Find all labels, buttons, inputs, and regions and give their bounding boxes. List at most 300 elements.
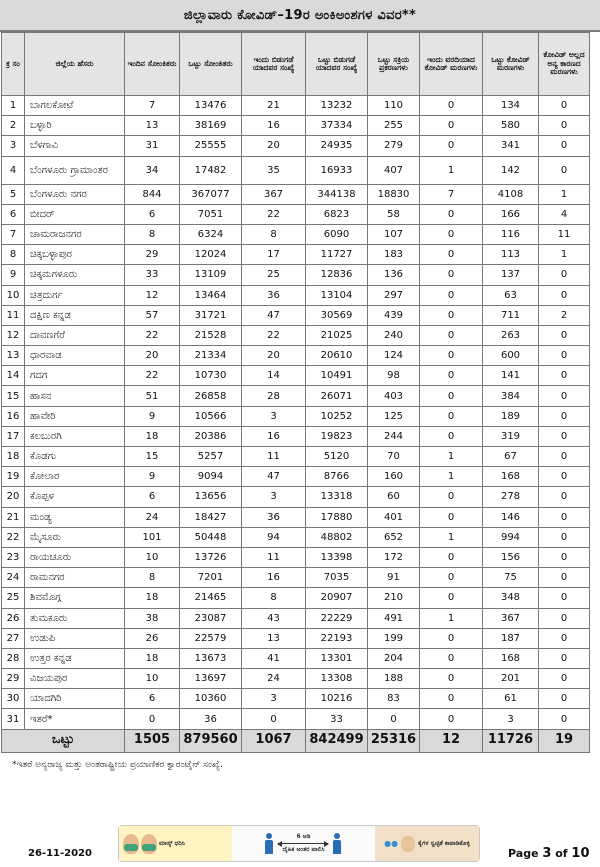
cell-district-name: ಕೊಪ್ಪಳ [25, 487, 125, 507]
cell-sl: 28 [2, 648, 25, 668]
cell-today-deaths: 0 [420, 116, 483, 136]
cell-other-deaths: 4 [539, 204, 590, 224]
cell-today-positive: 26 [125, 628, 180, 648]
cell-today-discharged: 22 [242, 325, 306, 345]
col-header-today-deaths: ಇಂದು ವರದಿಯಾದ ಕೋವಿಡ್ ಮರಣಗಳು [420, 33, 483, 96]
cell-total-discharged: 26071 [306, 386, 368, 406]
cell-total-deaths: 168 [483, 467, 539, 487]
cell-today-discharged: 47 [242, 305, 306, 325]
col-header-sl: ಕ್ರ ಸಂ [2, 33, 25, 96]
cell-today-positive: 10 [125, 669, 180, 689]
cell-total-positive: 20386 [180, 426, 242, 446]
cell-total-deaths: 187 [483, 628, 539, 648]
cell-district-name: ಬೆಂಗಳೂರು ನಗರ [25, 184, 125, 204]
cell-today-positive: 22 [125, 366, 180, 386]
cell-active: 279 [368, 136, 420, 156]
total-today-discharged: 1067 [242, 729, 306, 752]
cell-active: 240 [368, 325, 420, 345]
cell-active: 136 [368, 265, 420, 285]
cell-sl: 3 [2, 136, 25, 156]
cell-other-deaths: 0 [539, 608, 590, 628]
cell-total-discharged: 33 [306, 709, 368, 729]
cell-today-deaths: 0 [420, 136, 483, 156]
cell-total-positive: 13476 [180, 96, 242, 116]
cell-today-positive: 12 [125, 285, 180, 305]
cell-today-positive: 9 [125, 467, 180, 487]
table-row [2, 547, 590, 567]
col-header-today-discharged: ಇಂದು ಬಿಡುಗಡೆ ಯಾದವರ ಸಂಖ್ಯೆ [242, 33, 306, 96]
table-header-row [2, 33, 590, 96]
cell-total-discharged: 48802 [306, 527, 368, 547]
page-total: 10 [571, 846, 590, 861]
masked-face-icon [141, 834, 157, 854]
cell-total-discharged: 22229 [306, 608, 368, 628]
cell-sl: 27 [2, 628, 25, 648]
cell-today-positive: 7 [125, 96, 180, 116]
cell-active: 60 [368, 487, 420, 507]
cell-district-name: ಇತರೆ* [25, 709, 125, 729]
cell-today-deaths: 1 [420, 467, 483, 487]
cell-total-positive: 21334 [180, 346, 242, 366]
cell-today-positive: 9 [125, 406, 180, 426]
cell-sl: 23 [2, 547, 25, 567]
cell-total-deaths: 166 [483, 204, 539, 224]
table-row [2, 588, 590, 608]
cell-total-deaths: 61 [483, 689, 539, 709]
cell-today-positive: 15 [125, 447, 180, 467]
col-header-total-deaths: ಒಟ್ಟು ಕೋವಿಡ್ ಮರಣಗಳು [483, 33, 539, 96]
cell-active: 652 [368, 527, 420, 547]
cell-today-discharged: 13 [242, 628, 306, 648]
col-header-other-deaths: ಕೋವಿಡ್ ಅಲ್ಲದ ಅನ್ಯ ಕಾರಣದ ಮರಣಗಳು [539, 33, 590, 96]
cell-total-discharged: 12836 [306, 265, 368, 285]
table-row [2, 608, 590, 628]
total-total-discharged: 842499 [306, 729, 368, 752]
cell-district-name: ಚಿಕ್ಕಮಗಳೂರು [25, 265, 125, 285]
cell-today-discharged: 28 [242, 386, 306, 406]
cell-active: 58 [368, 204, 420, 224]
cell-today-positive: 29 [125, 245, 180, 265]
table-row [2, 467, 590, 487]
total-active: 25316 [368, 729, 420, 752]
cell-today-deaths: 0 [420, 709, 483, 729]
page-current: 3 [542, 846, 552, 861]
cell-district-name: ಉತ್ತರ ಕನ್ನಡ [25, 648, 125, 668]
cell-today-discharged: 11 [242, 547, 306, 567]
table-row [2, 285, 590, 305]
cell-total-deaths: 201 [483, 669, 539, 689]
cell-today-discharged: 8 [242, 588, 306, 608]
double-arrow-icon [278, 843, 328, 844]
cell-total-discharged: 7035 [306, 568, 368, 588]
cell-active: 210 [368, 588, 420, 608]
total-other-deaths: 19 [539, 729, 590, 752]
cell-sl: 21 [2, 507, 25, 527]
cell-sl: 17 [2, 426, 25, 446]
cell-active: 255 [368, 116, 420, 136]
table-row [2, 406, 590, 426]
cell-other-deaths: 0 [539, 265, 590, 285]
cell-today-positive: 6 [125, 487, 180, 507]
covid-guidelines-banner [118, 825, 480, 862]
cell-today-deaths: 0 [420, 346, 483, 366]
cell-today-positive: 844 [125, 184, 180, 204]
cell-today-discharged: 41 [242, 648, 306, 668]
cell-district-name: ಕೊಡಗು [25, 447, 125, 467]
cell-today-positive: 0 [125, 709, 180, 729]
cell-active: 83 [368, 689, 420, 709]
col-header-total-discharged: ಒಟ್ಟು ಬಿಡುಗಡೆ ಯಾದವರ ಸಂಖ್ಯೆ [306, 33, 368, 96]
cell-other-deaths: 0 [539, 689, 590, 709]
table-row [2, 156, 590, 184]
cell-other-deaths: 0 [539, 96, 590, 116]
cell-district-name: ಉಡುಪಿ [25, 628, 125, 648]
cell-district-name: ದಕ್ಷಿಣ ಕನ್ನಡ [25, 305, 125, 325]
cell-total-deaths: 319 [483, 426, 539, 446]
cell-today-discharged: 3 [242, 487, 306, 507]
cell-total-positive: 7051 [180, 204, 242, 224]
col-header-district: ಜಿಲ್ಲೆಯ ಹೆಸರು [25, 33, 125, 96]
cell-sl: 2 [2, 116, 25, 136]
cell-district-name: ಚಾಮರಾಜನಗರ [25, 224, 125, 244]
cell-other-deaths: 0 [539, 156, 590, 184]
page-of: of [551, 847, 572, 860]
table-row [2, 136, 590, 156]
cell-other-deaths: 0 [539, 487, 590, 507]
cell-district-name: ಚಿತ್ರದುರ್ಗ [25, 285, 125, 305]
cell-other-deaths: 0 [539, 447, 590, 467]
table-row [2, 96, 590, 116]
cell-total-discharged: 344138 [306, 184, 368, 204]
total-total-positive: 879560 [180, 729, 242, 752]
cell-other-deaths: 0 [539, 568, 590, 588]
cell-sl: 31 [2, 709, 25, 729]
cell-total-positive: 31721 [180, 305, 242, 325]
bulletin-date: 26-11-2020 [28, 848, 92, 859]
cell-total-positive: 18427 [180, 507, 242, 527]
cell-today-deaths: 0 [420, 628, 483, 648]
col-header-total-positive: ಒಟ್ಟು ಸೋಂಕಿತರು [180, 33, 242, 96]
cell-total-deaths: 67 [483, 447, 539, 467]
cell-today-positive: 22 [125, 325, 180, 345]
table-row [2, 709, 590, 729]
cell-total-discharged: 37334 [306, 116, 368, 136]
total-row [2, 729, 590, 752]
cell-today-deaths: 0 [420, 568, 483, 588]
cell-today-positive: 38 [125, 608, 180, 628]
cell-today-discharged: 367 [242, 184, 306, 204]
cell-sl: 14 [2, 366, 25, 386]
cell-active: 124 [368, 346, 420, 366]
cell-total-deaths: 4108 [483, 184, 539, 204]
total-today-positive: 1505 [125, 729, 180, 752]
cell-today-discharged: 25 [242, 265, 306, 285]
cell-total-positive: 36 [180, 709, 242, 729]
cell-total-deaths: 116 [483, 224, 539, 244]
cell-sl: 22 [2, 527, 25, 547]
cell-active: 407 [368, 156, 420, 184]
cell-total-deaths: 711 [483, 305, 539, 325]
cell-other-deaths: 0 [539, 426, 590, 446]
table-row [2, 487, 590, 507]
distance-text: 6 ಅಡಿ [296, 833, 311, 840]
cell-today-positive: 6 [125, 204, 180, 224]
cell-active: 204 [368, 648, 420, 668]
cell-total-positive: 21528 [180, 325, 242, 345]
cell-sl: 13 [2, 346, 25, 366]
cell-today-discharged: 22 [242, 204, 306, 224]
cell-total-discharged: 11727 [306, 245, 368, 265]
cell-total-positive: 13109 [180, 265, 242, 285]
page-number [508, 846, 590, 861]
cell-today-discharged: 24 [242, 669, 306, 689]
cell-total-positive: 12024 [180, 245, 242, 265]
cell-total-discharged: 16933 [306, 156, 368, 184]
cell-today-deaths: 0 [420, 325, 483, 345]
cell-today-positive: 101 [125, 527, 180, 547]
table-row [2, 648, 590, 668]
table-body [2, 96, 590, 730]
cell-other-deaths: 2 [539, 305, 590, 325]
total-label: ಒಟ್ಟು [2, 729, 125, 752]
cell-today-deaths: 0 [420, 689, 483, 709]
cell-today-discharged: 11 [242, 447, 306, 467]
cell-today-positive: 10 [125, 547, 180, 567]
cell-total-positive: 5257 [180, 447, 242, 467]
cell-today-positive: 18 [125, 648, 180, 668]
cell-sl: 7 [2, 224, 25, 244]
cell-total-discharged: 13308 [306, 669, 368, 689]
cell-active: 199 [368, 628, 420, 648]
cell-sl: 16 [2, 406, 25, 426]
cell-total-discharged: 10216 [306, 689, 368, 709]
cell-sl: 19 [2, 467, 25, 487]
cell-total-positive: 13464 [180, 285, 242, 305]
cell-total-deaths: 341 [483, 136, 539, 156]
cell-today-positive: 8 [125, 224, 180, 244]
table-row [2, 568, 590, 588]
cell-active: 183 [368, 245, 420, 265]
cell-total-positive: 25555 [180, 136, 242, 156]
cell-today-deaths: 0 [420, 648, 483, 668]
cell-district-name: ತುಮಕೂರು [25, 608, 125, 628]
cell-total-positive: 367077 [180, 184, 242, 204]
cell-total-deaths: 580 [483, 116, 539, 136]
cell-total-discharged: 22193 [306, 628, 368, 648]
cell-sl: 9 [2, 265, 25, 285]
cell-sl: 25 [2, 588, 25, 608]
cell-today-discharged: 47 [242, 467, 306, 487]
distance-indicator [278, 833, 328, 854]
handwash-section [375, 826, 479, 861]
cell-total-positive: 10360 [180, 689, 242, 709]
cell-today-deaths: 0 [420, 245, 483, 265]
cell-today-deaths: 0 [420, 669, 483, 689]
cell-total-discharged: 6090 [306, 224, 368, 244]
cell-total-positive: 22579 [180, 628, 242, 648]
handwash-text: ಕೈಗಳ ಸ್ವಚ್ಛತೆ ಕಾಪಾಡಿಕೊಳ್ಳಿ [418, 839, 470, 847]
table-row [2, 245, 590, 265]
cell-total-discharged: 24935 [306, 136, 368, 156]
person-icon [332, 833, 342, 855]
cell-total-deaths: 63 [483, 285, 539, 305]
cell-total-positive: 50448 [180, 527, 242, 547]
cell-today-positive: 33 [125, 265, 180, 285]
cell-today-discharged: 14 [242, 366, 306, 386]
page-title: ಜಿಲ್ಲಾವಾರು ಕೋವಿಡ್–19ರ ಅಂಕಿಅಂಶಗಳ ವಿವರ** [0, 0, 600, 32]
cell-other-deaths: 0 [539, 325, 590, 345]
cell-total-discharged: 19823 [306, 426, 368, 446]
cell-other-deaths: 0 [539, 386, 590, 406]
cell-total-positive: 7201 [180, 568, 242, 588]
person-icon [264, 833, 274, 855]
cell-today-deaths: 0 [420, 366, 483, 386]
cell-today-discharged: 8 [242, 224, 306, 244]
cell-total-positive: 38169 [180, 116, 242, 136]
cell-active: 107 [368, 224, 420, 244]
table-row [2, 325, 590, 345]
cell-today-discharged: 20 [242, 346, 306, 366]
cell-total-deaths: 134 [483, 96, 539, 116]
cell-total-discharged: 20907 [306, 588, 368, 608]
cell-sl: 12 [2, 325, 25, 345]
cell-today-discharged: 16 [242, 116, 306, 136]
cell-sl: 5 [2, 184, 25, 204]
cell-today-discharged: 35 [242, 156, 306, 184]
table-row [2, 346, 590, 366]
cell-today-deaths: 0 [420, 386, 483, 406]
cell-today-deaths: 7 [420, 184, 483, 204]
cell-district-name: ಚಿಕ್ಕಬಳ್ಳಾಪುರ [25, 245, 125, 265]
total-today-deaths: 12 [420, 729, 483, 752]
cell-total-deaths: 156 [483, 547, 539, 567]
cell-sl: 29 [2, 669, 25, 689]
cell-sl: 10 [2, 285, 25, 305]
cell-today-positive: 8 [125, 568, 180, 588]
table-row [2, 116, 590, 136]
cell-other-deaths: 0 [539, 136, 590, 156]
cell-today-deaths: 0 [420, 305, 483, 325]
cell-district-name: ದಾವಣಗೆರೆ [25, 325, 125, 345]
cell-total-discharged: 6823 [306, 204, 368, 224]
cell-total-positive: 26858 [180, 386, 242, 406]
cell-today-deaths: 1 [420, 156, 483, 184]
cell-total-positive: 17482 [180, 156, 242, 184]
cell-today-positive: 18 [125, 426, 180, 446]
cell-today-discharged: 3 [242, 406, 306, 426]
cell-total-deaths: 137 [483, 265, 539, 285]
cell-today-deaths: 0 [420, 547, 483, 567]
cell-district-name: ರಾಯಚೂರು [25, 547, 125, 567]
cell-total-deaths: 994 [483, 527, 539, 547]
cell-today-deaths: 0 [420, 507, 483, 527]
cell-district-name: ಹಾಸನ [25, 386, 125, 406]
cell-district-name: ಬಾಗಲಕೋಟೆ [25, 96, 125, 116]
cell-active: 439 [368, 305, 420, 325]
cell-district-name: ಯಾದಗಿರಿ [25, 689, 125, 709]
cell-active: 491 [368, 608, 420, 628]
cell-active: 160 [368, 467, 420, 487]
cell-today-discharged: 43 [242, 608, 306, 628]
cell-total-positive: 6324 [180, 224, 242, 244]
cell-other-deaths: 0 [539, 709, 590, 729]
cell-district-name: ಧಾರವಾಡ [25, 346, 125, 366]
mask-text: ಮಾಸ್ಕ್ ಧರಿಸಿ [159, 839, 185, 847]
cell-total-positive: 10730 [180, 366, 242, 386]
cell-today-positive: 13 [125, 116, 180, 136]
cell-today-deaths: 0 [420, 265, 483, 285]
cell-district-name: ಶಿವಮೊಗ್ಗ [25, 588, 125, 608]
cell-total-discharged: 10252 [306, 406, 368, 426]
cell-district-name: ಬಳ್ಳಾರಿ [25, 116, 125, 136]
cell-total-positive: 21465 [180, 588, 242, 608]
table-row [2, 305, 590, 325]
cell-district-name: ಹಾವೇರಿ [25, 406, 125, 426]
cell-active: 172 [368, 547, 420, 567]
cell-other-deaths: 0 [539, 346, 590, 366]
cell-total-positive: 23087 [180, 608, 242, 628]
cell-district-name: ವಿಜಯಪುರ [25, 669, 125, 689]
total-total-deaths: 11726 [483, 729, 539, 752]
cell-total-positive: 9094 [180, 467, 242, 487]
cell-today-discharged: 36 [242, 285, 306, 305]
cell-today-deaths: 0 [420, 406, 483, 426]
cell-district-name: ಕಲಬುರಗಿ [25, 426, 125, 446]
cell-sl: 8 [2, 245, 25, 265]
cell-district-name: ಮೈಸೂರು [25, 527, 125, 547]
cell-total-deaths: 75 [483, 568, 539, 588]
cell-other-deaths: 11 [539, 224, 590, 244]
table-row [2, 184, 590, 204]
cell-today-deaths: 0 [420, 224, 483, 244]
cell-other-deaths: 0 [539, 588, 590, 608]
cell-active: 297 [368, 285, 420, 305]
cell-total-deaths: 367 [483, 608, 539, 628]
cell-total-discharged: 13104 [306, 285, 368, 305]
cell-today-deaths: 1 [420, 527, 483, 547]
cell-today-deaths: 1 [420, 608, 483, 628]
cell-other-deaths: 0 [539, 116, 590, 136]
table-row [2, 628, 590, 648]
cell-sl: 1 [2, 96, 25, 116]
cell-other-deaths: 0 [539, 467, 590, 487]
cell-other-deaths: 0 [539, 628, 590, 648]
cell-district-name: ಗದಗ [25, 366, 125, 386]
cell-district-name: ಮಂಡ್ಯ [25, 507, 125, 527]
cell-today-discharged: 36 [242, 507, 306, 527]
cell-sl: 26 [2, 608, 25, 628]
cell-district-name: ರಾಮನಗರ [25, 568, 125, 588]
cell-other-deaths: 0 [539, 527, 590, 547]
col-header-today-positive: ಇಂದಿನ ಸೋಂಕಿತರು [125, 33, 180, 96]
cell-active: 403 [368, 386, 420, 406]
cell-today-deaths: 0 [420, 426, 483, 446]
cell-active: 0 [368, 709, 420, 729]
cell-total-discharged: 30569 [306, 305, 368, 325]
cell-sl: 24 [2, 568, 25, 588]
cell-total-positive: 13656 [180, 487, 242, 507]
cell-total-deaths: 113 [483, 245, 539, 265]
cell-active: 18830 [368, 184, 420, 204]
cell-sl: 30 [2, 689, 25, 709]
cell-today-positive: 20 [125, 346, 180, 366]
cell-sl: 6 [2, 204, 25, 224]
cell-today-discharged: 0 [242, 709, 306, 729]
cell-today-positive: 6 [125, 689, 180, 709]
cell-sl: 15 [2, 386, 25, 406]
cell-other-deaths: 1 [539, 184, 590, 204]
cell-total-discharged: 13301 [306, 648, 368, 668]
